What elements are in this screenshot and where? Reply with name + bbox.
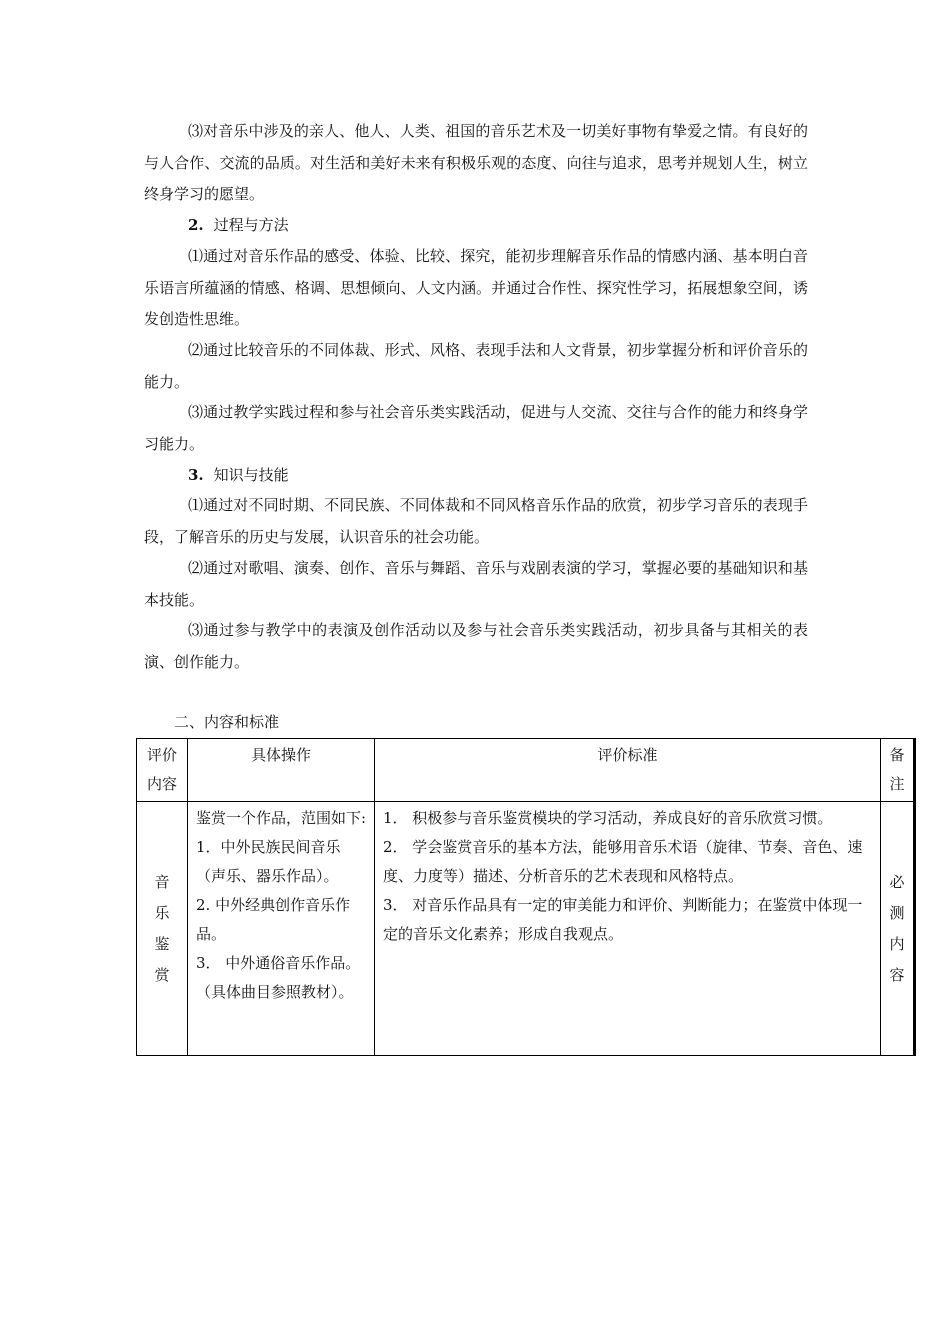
paragraph-process-3: ⑶通过教学实践过程和参与社会音乐类实践活动，促进与人交流、交往与合作的能力和终身学习能力。 (144, 403, 808, 453)
operation-cell (188, 802, 375, 1056)
operation-line: 2. 中外经典创作音乐作品。 (196, 896, 351, 943)
header-eval-content: 评价 内容 (137, 739, 188, 802)
evaluation-table (136, 738, 916, 1056)
standard-line: 2． 学会鉴赏音乐的基本方法，能够用音乐术语（旋律、节奏、音色、速度、力度等）描述、分析音乐的艺术表现和风格特点。 (383, 838, 863, 885)
standard-line: 3． 对音乐作品具有一定的审美能力和评价、判断能力；在鉴赏中体现一定的音乐文化素养；形成自我观点。 (383, 896, 863, 943)
heading-number: 3. (188, 466, 204, 484)
operation-line: 鉴赏一个作品，范围如下: (196, 809, 367, 827)
standard-line: 1． 积极参与音乐鉴赏模块的学习活动，养成良好的音乐欣赏习惯。 (383, 809, 833, 827)
paragraph-knowledge-3: ⑶通过参与教学中的表演及创作活动以及参与社会音乐类实践活动，初步具备与其相关的表演、创作能力。 (144, 621, 808, 671)
heading-text: 知识与技能 (213, 466, 289, 484)
content-cell-music-appreciation: 音 乐 鉴 赏 (137, 802, 188, 1056)
standard-cell (375, 802, 881, 1056)
heading-process-methods (188, 210, 289, 242)
heading-knowledge-skills (188, 460, 289, 492)
heading-number: 2. (188, 216, 204, 234)
paragraph-attitude-3: ⑶对音乐中涉及的亲人、他人、人类、祖国的音乐艺术及一切美好事物有挚爱之情。有良好的与人合作、交流的品质。对生活和美好未来有积极乐观的态度、向往与追求，思考并规划人生，树立终身学习的愿望。 (144, 122, 808, 203)
section-title: 二、内容和标准 (174, 713, 280, 731)
heading-text: 过程与方法 (213, 216, 289, 234)
operation-line: 3． 中外通俗音乐作品。（具体曲目参照教材）。 (196, 954, 361, 1001)
operation-line: 1．中外民族民间音乐（声乐、器乐作品）。 (196, 838, 341, 885)
header-note: 备 注 (881, 739, 915, 802)
header-standard: 评价标准 (375, 739, 881, 802)
paragraph-process-2: ⑵通过比较音乐的不同体裁、形式、风格、表现手法和人文背景，初步掌握分析和评价音乐的能力。 (144, 341, 808, 391)
note-cell-required: 必 测 内 容 (881, 802, 915, 1056)
paragraph-knowledge-2: ⑵通过对歌唱、演奏、创作、音乐与舞蹈、音乐与戏剧表演的学习，掌握必要的基础知识和基本技能。 (144, 559, 808, 609)
paragraph-process-1: ⑴通过对音乐作品的感受、体验、比较、探究，能初步理解音乐作品的情感内涵、基本明白音乐语言所蕴涵的情感、格调、思想倾向、人文内涵。并通过合作性、探究性学习，拓展想象空间，诱发创造性思维。 (144, 247, 808, 328)
table-row (137, 802, 915, 1056)
header-operation: 具体操作 (188, 739, 375, 802)
paragraph-knowledge-1: ⑴通过对不同时期、不同民族、不同体裁和不同风格音乐作品的欣赏，初步学习音乐的表现手段，了解音乐的历史与发展，认识音乐的社会功能。 (144, 496, 808, 546)
table-header-row (137, 739, 915, 802)
